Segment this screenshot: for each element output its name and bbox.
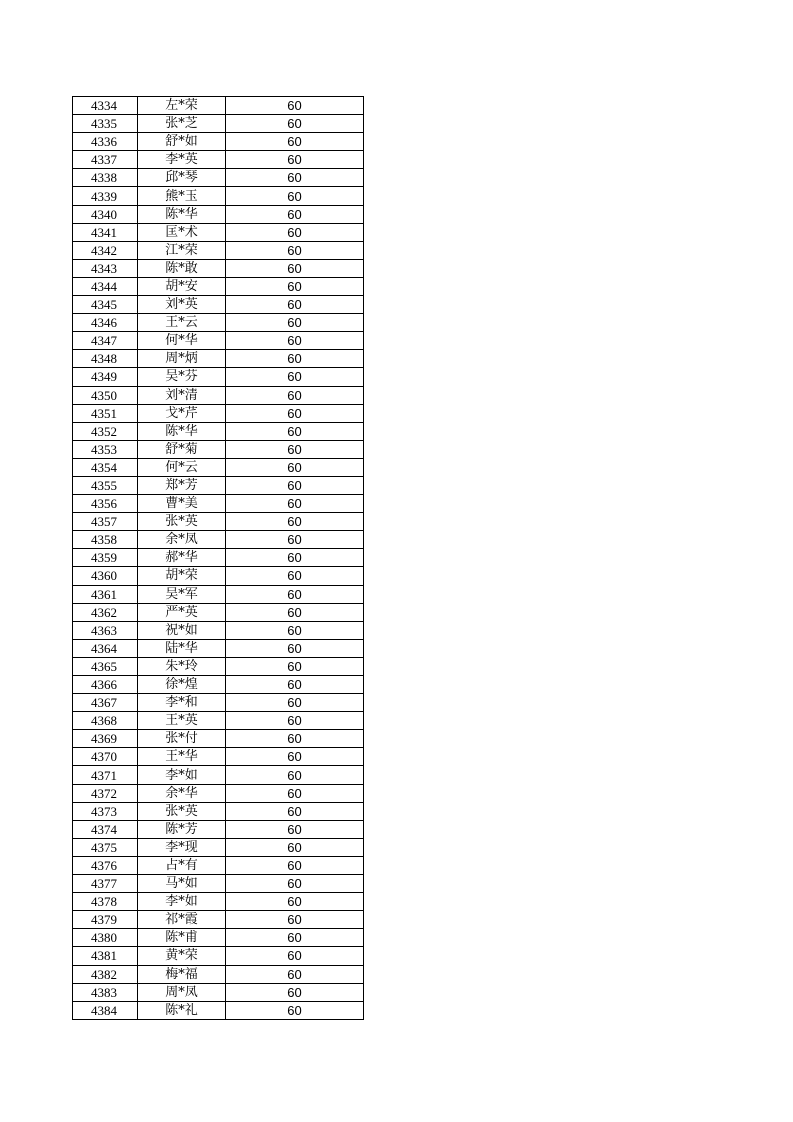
table-row [73,133,364,151]
table-row [73,929,364,947]
cell-id: 4351 [73,404,138,422]
table-row [73,187,364,205]
cell-id: 4358 [73,531,138,549]
table-row [73,694,364,712]
cell-id: 4344 [73,277,138,295]
cell-amount: 60 [226,133,364,151]
cell-name: 刘*清 [138,386,226,404]
cell-id: 4369 [73,730,138,748]
cell-amount: 60 [226,911,364,929]
cell-amount: 60 [226,694,364,712]
cell-id: 4360 [73,567,138,585]
cell-id: 4362 [73,603,138,621]
table-row [73,657,364,675]
cell-amount: 60 [226,838,364,856]
cell-id: 4334 [73,97,138,115]
table-row [73,965,364,983]
table-row [73,440,364,458]
cell-name: 李*和 [138,694,226,712]
cell-amount: 60 [226,875,364,893]
cell-name: 王*华 [138,748,226,766]
table-row [73,350,364,368]
cell-amount: 60 [226,205,364,223]
cell-name: 陆*华 [138,639,226,657]
cell-id: 4343 [73,259,138,277]
cell-id: 4339 [73,187,138,205]
cell-amount: 60 [226,802,364,820]
cell-id: 4368 [73,712,138,730]
cell-amount: 60 [226,856,364,874]
table-row [73,875,364,893]
cell-name: 李*英 [138,151,226,169]
cell-amount: 60 [226,169,364,187]
cell-name: 严*英 [138,603,226,621]
cell-id: 4359 [73,549,138,567]
cell-id: 4354 [73,458,138,476]
cell-amount: 60 [226,947,364,965]
table-row [73,1001,364,1019]
table-row [73,911,364,929]
table-row [73,639,364,657]
table-body [73,97,364,1020]
cell-name: 祁*霞 [138,911,226,929]
table-row [73,97,364,115]
cell-amount: 60 [226,187,364,205]
cell-amount: 60 [226,621,364,639]
table-row [73,585,364,603]
table-row [73,676,364,694]
cell-name: 曹*美 [138,495,226,513]
cell-name: 余*凤 [138,531,226,549]
cell-amount: 60 [226,223,364,241]
cell-id: 4376 [73,856,138,874]
cell-id: 4357 [73,513,138,531]
table-row [73,277,364,295]
cell-id: 4366 [73,676,138,694]
cell-amount: 60 [226,784,364,802]
cell-amount: 60 [226,386,364,404]
cell-name: 熊*玉 [138,187,226,205]
cell-amount: 60 [226,983,364,1001]
table-row [73,368,364,386]
table-row [73,838,364,856]
cell-id: 4380 [73,929,138,947]
table-row [73,404,364,422]
cell-name: 李*如 [138,766,226,784]
cell-id: 4349 [73,368,138,386]
cell-id: 4377 [73,875,138,893]
table-row [73,983,364,1001]
cell-amount: 60 [226,748,364,766]
cell-amount: 60 [226,332,364,350]
cell-name: 陈*甫 [138,929,226,947]
table-row [73,241,364,259]
table-row [73,712,364,730]
table-row [73,621,364,639]
cell-amount: 60 [226,458,364,476]
table-row [73,223,364,241]
cell-amount: 60 [226,603,364,621]
data-table [72,96,364,1020]
cell-id: 4361 [73,585,138,603]
cell-name: 匡*术 [138,223,226,241]
table-row [73,169,364,187]
cell-amount: 60 [226,820,364,838]
table-row [73,476,364,494]
table-row [73,784,364,802]
cell-id: 4346 [73,314,138,332]
cell-id: 4370 [73,748,138,766]
table-row [73,856,364,874]
cell-id: 4365 [73,657,138,675]
cell-name: 舒*如 [138,133,226,151]
cell-name: 戈*芹 [138,404,226,422]
cell-name: 陈*敢 [138,259,226,277]
cell-amount: 60 [226,585,364,603]
cell-amount: 60 [226,241,364,259]
cell-id: 4382 [73,965,138,983]
table-row [73,513,364,531]
cell-name: 余*华 [138,784,226,802]
cell-amount: 60 [226,730,364,748]
cell-id: 4342 [73,241,138,259]
table-row [73,151,364,169]
cell-id: 4340 [73,205,138,223]
cell-id: 4356 [73,495,138,513]
cell-id: 4363 [73,621,138,639]
cell-id: 4336 [73,133,138,151]
table-row [73,115,364,133]
cell-name: 张*英 [138,802,226,820]
table-row [73,531,364,549]
cell-amount: 60 [226,676,364,694]
table-row [73,766,364,784]
cell-amount: 60 [226,712,364,730]
cell-id: 4381 [73,947,138,965]
cell-name: 朱*玲 [138,657,226,675]
cell-id: 4353 [73,440,138,458]
cell-amount: 60 [226,657,364,675]
cell-name: 张*英 [138,513,226,531]
cell-amount: 60 [226,151,364,169]
cell-amount: 60 [226,639,364,657]
cell-name: 李*如 [138,893,226,911]
cell-amount: 60 [226,368,364,386]
table-row [73,386,364,404]
cell-name: 胡*安 [138,277,226,295]
cell-id: 4374 [73,820,138,838]
cell-name: 舒*菊 [138,440,226,458]
cell-name: 陈*芳 [138,820,226,838]
cell-id: 4367 [73,694,138,712]
cell-name: 刘*英 [138,296,226,314]
cell-amount: 60 [226,97,364,115]
table-row [73,332,364,350]
cell-amount: 60 [226,567,364,585]
table-row [73,458,364,476]
cell-name: 王*云 [138,314,226,332]
table-row [73,422,364,440]
cell-name: 吴*军 [138,585,226,603]
cell-amount: 60 [226,350,364,368]
table-row [73,603,364,621]
cell-id: 4378 [73,893,138,911]
table-row [73,820,364,838]
cell-id: 4372 [73,784,138,802]
cell-name: 胡*荣 [138,567,226,585]
table-row [73,893,364,911]
cell-name: 周*凤 [138,983,226,1001]
cell-name: 陈*礼 [138,1001,226,1019]
cell-name: 张*芝 [138,115,226,133]
cell-name: 何*华 [138,332,226,350]
cell-amount: 60 [226,1001,364,1019]
cell-amount: 60 [226,115,364,133]
table-row [73,259,364,277]
cell-amount: 60 [226,495,364,513]
table-row [73,802,364,820]
table-row [73,730,364,748]
cell-id: 4355 [73,476,138,494]
cell-amount: 60 [226,277,364,295]
cell-name: 邱*琴 [138,169,226,187]
cell-name: 占*有 [138,856,226,874]
cell-id: 4375 [73,838,138,856]
table-row [73,549,364,567]
cell-amount: 60 [226,440,364,458]
cell-name: 陈*华 [138,205,226,223]
cell-amount: 60 [226,296,364,314]
cell-name: 郝*华 [138,549,226,567]
table-row [73,748,364,766]
cell-amount: 60 [226,893,364,911]
cell-name: 徐*煌 [138,676,226,694]
cell-id: 4371 [73,766,138,784]
table-row [73,495,364,513]
cell-name: 祝*如 [138,621,226,639]
cell-amount: 60 [226,531,364,549]
cell-id: 4384 [73,1001,138,1019]
table-row [73,567,364,585]
table-row [73,947,364,965]
cell-name: 左*荣 [138,97,226,115]
cell-id: 4347 [73,332,138,350]
cell-name: 张*付 [138,730,226,748]
cell-id: 4373 [73,802,138,820]
cell-id: 4337 [73,151,138,169]
cell-name: 郑*芳 [138,476,226,494]
cell-amount: 60 [226,766,364,784]
cell-id: 4348 [73,350,138,368]
cell-amount: 60 [226,965,364,983]
cell-name: 何*云 [138,458,226,476]
cell-amount: 60 [226,422,364,440]
cell-name: 王*英 [138,712,226,730]
cell-id: 4338 [73,169,138,187]
cell-amount: 60 [226,549,364,567]
table-row [73,314,364,332]
cell-id: 4364 [73,639,138,657]
cell-name: 黄*荣 [138,947,226,965]
cell-name: 马*如 [138,875,226,893]
cell-amount: 60 [226,259,364,277]
cell-name: 吴*芬 [138,368,226,386]
cell-amount: 60 [226,476,364,494]
cell-id: 4352 [73,422,138,440]
cell-amount: 60 [226,929,364,947]
cell-name: 江*荣 [138,241,226,259]
cell-name: 周*炳 [138,350,226,368]
cell-id: 4335 [73,115,138,133]
cell-id: 4341 [73,223,138,241]
cell-amount: 60 [226,404,364,422]
cell-id: 4383 [73,983,138,1001]
cell-name: 陈*华 [138,422,226,440]
cell-id: 4350 [73,386,138,404]
cell-id: 4345 [73,296,138,314]
cell-id: 4379 [73,911,138,929]
cell-amount: 60 [226,513,364,531]
cell-name: 李*现 [138,838,226,856]
cell-name: 梅*福 [138,965,226,983]
table-row [73,205,364,223]
cell-amount: 60 [226,314,364,332]
table-row [73,296,364,314]
